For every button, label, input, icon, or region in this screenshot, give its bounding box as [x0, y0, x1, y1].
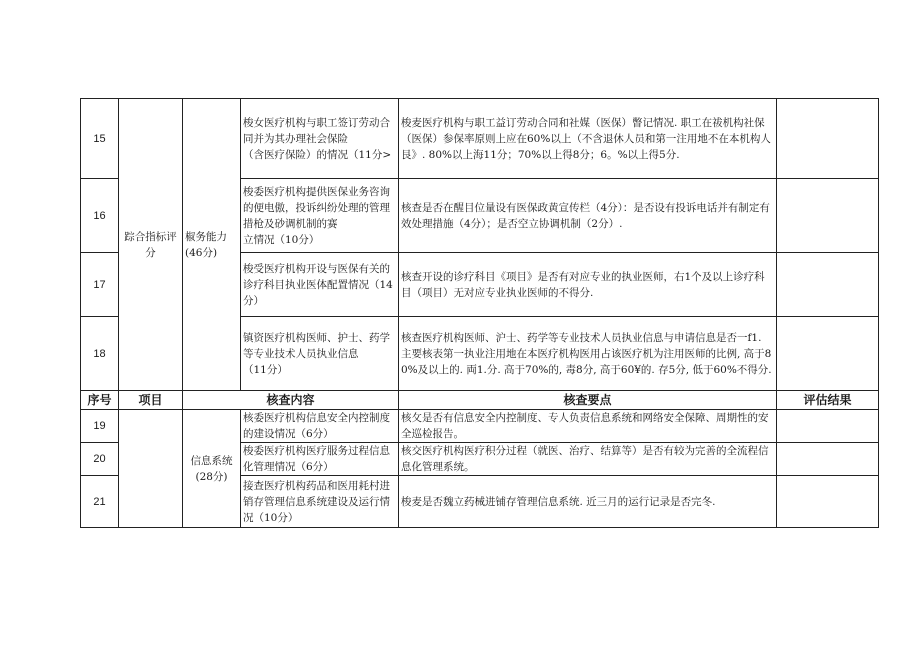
row-number: 21	[81, 476, 119, 528]
category-cell: 踪合指标评分	[119, 99, 183, 391]
result-cell[interactable]	[777, 179, 879, 253]
row-number: 16	[81, 179, 119, 253]
check-content: 梭女医疗机构与职工签订劳动合同并为其办理社会保险 （含医疗保险）的情况（11分>	[241, 99, 399, 179]
evaluation-table	[80, 98, 879, 528]
header-no: 序号	[81, 391, 119, 410]
row-number: 18	[81, 317, 119, 391]
check-points: 梭麦是否魏立药械进铺存管理信息系统. 近三月的运行记录是否完冬.	[399, 476, 777, 528]
header-item: 项目	[119, 391, 183, 410]
table-header-row	[81, 391, 879, 410]
result-cell[interactable]	[777, 253, 879, 317]
result-cell[interactable]	[777, 99, 879, 179]
table-row	[81, 99, 879, 179]
subcategory-cell	[183, 99, 241, 391]
subcategory-label: 椒务能力 (46分)	[185, 230, 227, 259]
header-content: 核查内容	[183, 391, 399, 410]
header-points: 核查要点	[399, 391, 777, 410]
check-points: 核查是否在醒目位量设有医保政黄宣传栏（4分）：是否设有投诉电话并有制定有效处理措施（4分）；是否空立协调机制（2分）.	[399, 179, 777, 253]
check-content: 梭委医疗机构提供医保业务咨询的便电傲，投诉纠纷处理的管理措枪及砂调机制的赛 立情况（10分）	[241, 179, 399, 253]
check-content: 核委医疗机构信息安全内控制度的建设情况（6分）	[241, 410, 399, 443]
check-content: 梭受医疗机构开设与医保有关的诊疗科目执业医体配置情况（14分）	[241, 253, 399, 317]
category-cell	[119, 410, 183, 528]
subcategory-label: 信息系统 (28分)	[190, 454, 233, 483]
result-cell[interactable]	[777, 317, 879, 391]
row-number: 19	[81, 410, 119, 443]
check-content: 镇资医疗机构医师、护士、药学等专业技术人员执业信息 （11分）	[241, 317, 399, 391]
row-number: 20	[81, 443, 119, 476]
row-number: 15	[81, 99, 119, 179]
check-points: 核攵是否有信息安全内控制度、专人负责信息系统和网络安全保障、周期性的安全巡检报告。	[399, 410, 777, 443]
check-content: 梭委医疗机构医疗服务过程信息化管理情况（6分）	[241, 443, 399, 476]
header-result: 评估结果	[777, 391, 879, 410]
result-cell[interactable]	[777, 410, 879, 443]
table-row	[81, 410, 879, 443]
check-points: 核交医疗机构医疗积分过程（就医、治疗、结算等）是否有较为完善的全流程信息化管理系统。	[399, 443, 777, 476]
check-content: 接查医疗机构药品和医用耗村进销存管理信息系统建设及运行情况（10分）	[241, 476, 399, 528]
result-cell[interactable]	[777, 443, 879, 476]
result-cell[interactable]	[777, 476, 879, 528]
row-number: 17	[81, 253, 119, 317]
subcategory-cell	[183, 410, 241, 528]
check-points: 梭麦医疗机构与职工益订劳动合同和社媒（医保）瞥记情况. 职工在祓机构社保（医保）参保率原则上应在60%以上（不含退休人员和第一注用地不在本机构人艮》. 80%以上海11分；70%以上得8分；6。%以上得5分.	[399, 99, 777, 179]
check-points: 核查医疗机构医师、沪士、药学等专业技术人员执业信息与申请信息是否一f1. 主要核表第一执业注用地在本医疗机构医用占该医疗机为注用医师的比例, 高于80%及以上的. 両1.分. 高于70%的, 毒8分, 高于60¥的. 存5分, 低于60%不得分.	[399, 317, 777, 391]
check-points: 核查开设的诊疗科目《项目》是否有对应专业的执业医师，右1个及以上诊疗科目（项目）无对应专业执业医师的不得分.	[399, 253, 777, 317]
